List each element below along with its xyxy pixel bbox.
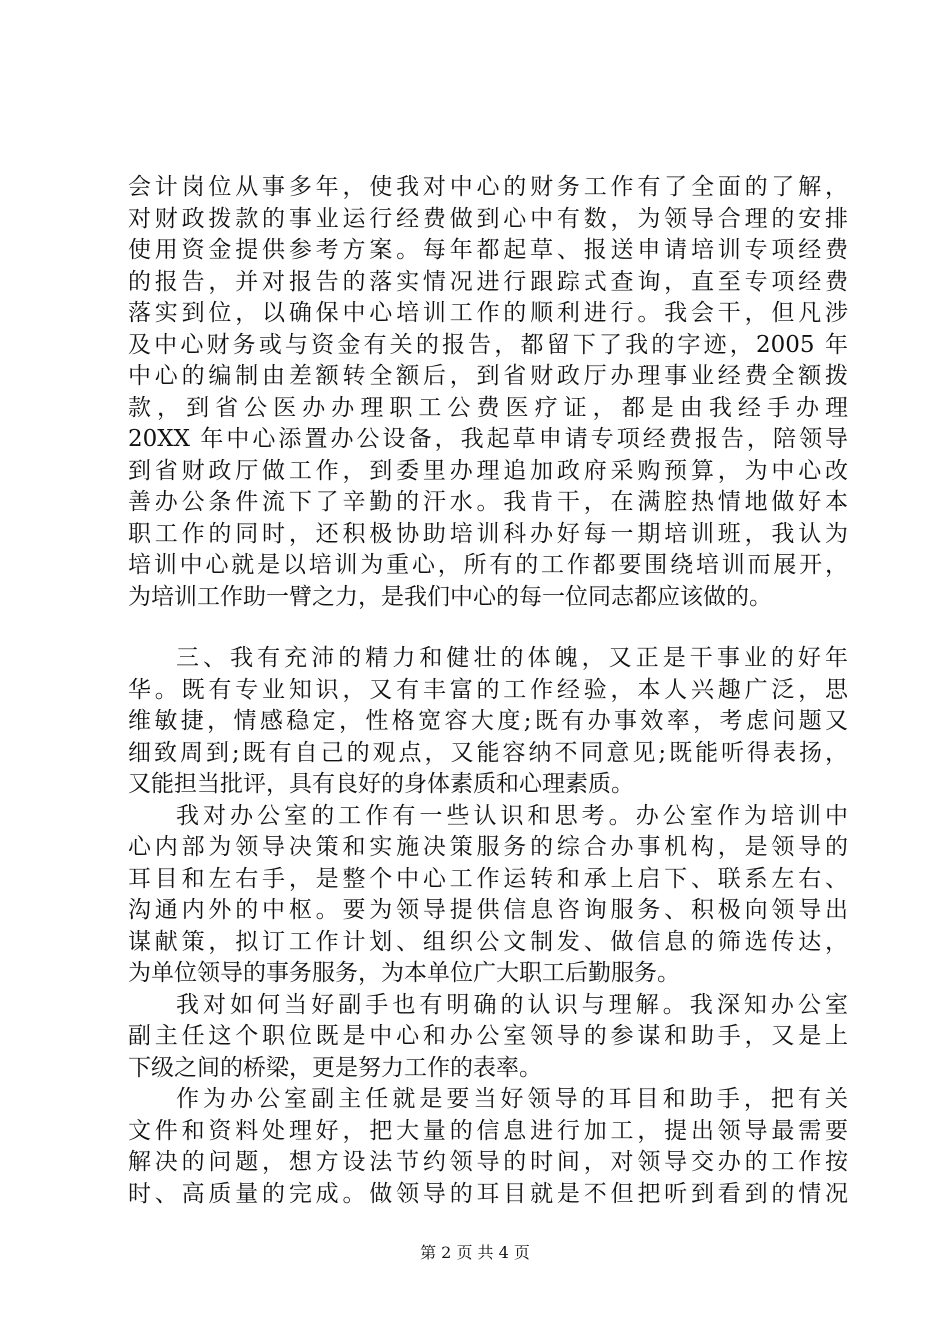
- text-line: 下级之间的桥梁，更是努力工作的表率。: [128, 1054, 542, 1081]
- text-line: 谋献策，拟订工作计划、组织公文制发、做信息的筛选传达，: [128, 928, 848, 955]
- text-line: 副主任这个职位既是中心和办公室领导的参谋和助手，又是上: [128, 1023, 848, 1049]
- text-line: 对财政拨款的事业运行经费做到心中有数，为领导合理的安排: [128, 205, 848, 232]
- paragraph: [128, 990, 848, 1085]
- paragraph: [128, 172, 848, 613]
- text-line: 培训中心就是以培训为重心，所有的工作都要围绕培训而展开，: [128, 552, 848, 578]
- text-line: 又能担当批评，具有良好的身体素质和心理素质。: [128, 771, 634, 797]
- text-line: 为单位领导的事务服务，为本单位广大职工后勤服务。: [128, 960, 680, 986]
- text-line: 文件和资料处理好，把大量的信息进行加工，提出领导最需要: [128, 1117, 848, 1144]
- text-line: 三、我有充沛的精力和健壮的体魄，又正是干事业的好年: [176, 645, 848, 671]
- text-line: 我对如何当好副手也有明确的认识与理解。我深知办公室: [176, 991, 848, 1018]
- text-line: 为培训工作助一臂之力，是我们中心的每一位同志都应该做的。: [128, 583, 772, 610]
- text-line: 心内部为领导决策和实施决策服务的综合办事机构，是领导的: [128, 834, 848, 860]
- paragraph: [128, 643, 848, 801]
- text-line: 善办公条件流下了辛勤的汗水。我肯干，在满腔热情地做好本: [128, 489, 848, 515]
- text-line: 职工作的同时，还积极协助培训科办好每一期培训班，我认为: [128, 520, 848, 547]
- text-line: 细致周到;既有自己的观点，又能容纳不同意见;既能听得表扬，: [128, 739, 848, 766]
- text-line: 我对办公室的工作有一些认识和思考。办公室作为培训中: [176, 802, 848, 829]
- text-line: 作为办公室副主任就是要当好领导的耳目和助手，把有关: [176, 1086, 848, 1112]
- text-line: 维敏捷，情感稳定，性格宽容大度;既有办事效率，考虑问题又: [128, 708, 848, 734]
- paragraph: [128, 801, 848, 990]
- paragraph: [128, 1084, 848, 1210]
- text-line: 落实到位，以确保中心培训工作的顺利进行。我会干，但凡涉: [128, 300, 848, 326]
- text-line: 解决的问题，想方设法节约领导的时间，对领导交办的工作按: [128, 1149, 848, 1175]
- text-line: 20XX 年中心添置办公设备，我起草申请专项经费报告，陪领导: [128, 426, 848, 452]
- text-line: 中心的编制由差额转全额后，到省财政厅办理事业经费全额拨: [128, 363, 848, 389]
- text-line: 会计岗位从事多年，使我对中心的财务工作有了全面的了解，: [128, 174, 848, 200]
- text-line: 耳目和左右手，是整个中心工作运转和承上启下、联系左右、: [128, 865, 848, 892]
- text-line: 的报告，并对报告的落实情况进行跟踪式查询，直至专项经费: [128, 268, 848, 295]
- text-line: 沟通内外的中枢。要为领导提供信息咨询服务、积极向领导出: [128, 897, 848, 923]
- text-line: 华。既有专业知识，又有丰富的工作经验，本人兴趣广泛，思: [128, 676, 848, 703]
- text-line: 使用资金提供参考方案。每年都起草、报送申请培训专项经费: [128, 237, 848, 263]
- text-line: 款，到省公医办办理职工公费医疗证，都是由我经手办理: [128, 394, 848, 421]
- page-footer: 第 2 页 共 4 页: [420, 1243, 530, 1262]
- text-line: 到省财政厅做工作，到委里办理追加政府采购预算，为中心改: [128, 457, 848, 484]
- paragraph-gap: [128, 613, 848, 643]
- document-body: [128, 172, 848, 1210]
- text-line: 时、高质量的完成。做领导的耳目就是不但把听到看到的情况: [128, 1180, 848, 1207]
- text-line: 及中心财务或与资金有关的报告，都留下了我的字迹，2005 年: [128, 331, 848, 358]
